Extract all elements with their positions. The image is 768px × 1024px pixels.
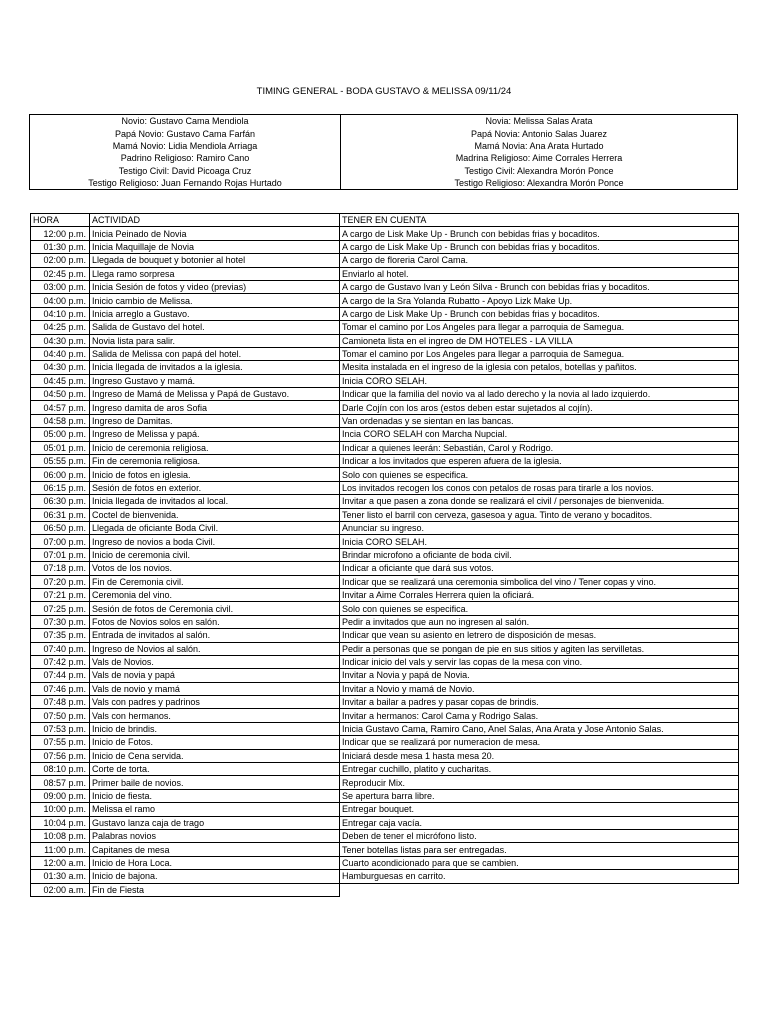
actividad-cell: Entrada de invitados al salón. xyxy=(90,629,340,642)
table-row xyxy=(31,361,739,374)
party-novio-cell: Testigo Civil: David Picoaga Cruz xyxy=(30,165,341,177)
hora-cell: 06:30 p.m. xyxy=(31,495,90,508)
table-row xyxy=(31,548,739,561)
notas-cell: Entregar caja vacía. xyxy=(340,816,739,829)
hora-cell: 06:15 p.m. xyxy=(31,481,90,494)
hora-cell: 11:00 p.m. xyxy=(31,843,90,856)
actividad-cell: Fin de Ceremonia civil. xyxy=(90,575,340,588)
actividad-cell: Ingreso de Novios al salón. xyxy=(90,642,340,655)
actividad-cell: Inicia llegada de invitados a la iglesia. xyxy=(90,361,340,374)
table-row xyxy=(31,749,739,762)
actividad-cell: Inicia llegada de invitados al local. xyxy=(90,495,340,508)
hora-cell: 07:21 p.m. xyxy=(31,588,90,601)
actividad-cell: Sesión de fotos de Ceremonia civil. xyxy=(90,602,340,615)
notas-cell: Reproducir Mix. xyxy=(340,776,739,789)
hora-cell: 07:48 p.m. xyxy=(31,696,90,709)
actividad-cell: Vals con padres y padrinos xyxy=(90,696,340,709)
notas-cell: Hamburguesas en carrito. xyxy=(340,870,739,883)
notas-cell: Inicia CORO SELAH. xyxy=(340,374,739,387)
actividad-cell: Ingreso damita de aros Sofia xyxy=(90,401,340,414)
hora-cell: 03:00 p.m. xyxy=(31,280,90,293)
wedding-party-table xyxy=(29,114,738,190)
notas-cell: A cargo de floreria Carol Cama. xyxy=(340,254,739,267)
table-row xyxy=(31,615,739,628)
actividad-cell: Vals de Novios. xyxy=(90,655,340,668)
timing-table xyxy=(30,213,739,897)
hora-cell: 02:00 p.m. xyxy=(31,254,90,267)
hora-cell: 07:40 p.m. xyxy=(31,642,90,655)
hora-cell: 04:50 p.m. xyxy=(31,388,90,401)
table-row xyxy=(31,455,739,468)
notas-cell: A cargo de Lisk Make Up - Brunch con bebidas frias y bocaditos. xyxy=(340,240,739,253)
hora-cell: 05:00 p.m. xyxy=(31,428,90,441)
notas-cell: Van ordenadas y se sientan en las bancas. xyxy=(340,414,739,427)
table-row xyxy=(31,388,739,401)
party-row xyxy=(30,140,738,152)
actividad-cell: Primer baile de novios. xyxy=(90,776,340,789)
actividad-cell: Vals de novia y papá xyxy=(90,669,340,682)
notas-cell xyxy=(340,883,739,896)
actividad-cell: Palabras novios xyxy=(90,829,340,842)
actividad-cell: Inicio de fotos en iglesia. xyxy=(90,468,340,481)
party-row xyxy=(30,115,738,128)
actividad-cell: Salida de Melissa con papá del hotel. xyxy=(90,347,340,360)
actividad-cell: Llegada de bouquet y botonier al hotel xyxy=(90,254,340,267)
notas-cell: Brindar microfono a oficiante de boda civil. xyxy=(340,548,739,561)
party-novio-cell: Mamá Novio: Lidia Mendiola Arriaga xyxy=(30,140,341,152)
hora-cell: 02:45 p.m. xyxy=(31,267,90,280)
table-row xyxy=(31,843,739,856)
table-row xyxy=(31,321,739,334)
actividad-cell: Fin de ceremonia religiosa. xyxy=(90,455,340,468)
header-tener-en-cuenta: TENER EN CUENTA xyxy=(340,214,739,227)
table-row xyxy=(31,401,739,414)
hora-cell: 07:01 p.m. xyxy=(31,548,90,561)
hora-cell: 07:30 p.m. xyxy=(31,615,90,628)
party-novia-cell: Papá Novia: Antonio Salas Juarez xyxy=(341,127,738,139)
actividad-cell: Ingreso de Mamá de Melissa y Papá de Gustavo. xyxy=(90,388,340,401)
notas-cell: Se apertura barra libre. xyxy=(340,789,739,802)
notas-cell: Invitar a Aime Corrales Herrera quien la oficiará. xyxy=(340,588,739,601)
header-hora: HORA xyxy=(31,214,90,227)
notas-cell: Deben de tener el micrófono listo. xyxy=(340,829,739,842)
hora-cell: 07:35 p.m. xyxy=(31,629,90,642)
table-row xyxy=(31,856,739,869)
notas-cell: Incia CORO SELAH con Marcha Nupcial. xyxy=(340,428,739,441)
hora-cell: 07:20 p.m. xyxy=(31,575,90,588)
notas-cell: Indicar a los invitados que esperen afuera de la iglesia. xyxy=(340,455,739,468)
actividad-cell: Inicio cambio de Melissa. xyxy=(90,294,340,307)
party-novia-cell: Novia: Melissa Salas Arata xyxy=(341,115,738,128)
hora-cell: 10:04 p.m. xyxy=(31,816,90,829)
hora-cell: 09:00 p.m. xyxy=(31,789,90,802)
notas-cell: Indicar inicio del vals y servir las copas de la mesa con vino. xyxy=(340,655,739,668)
notas-cell: Iniciará desde mesa 1 hasta mesa 20. xyxy=(340,749,739,762)
party-novia-cell: Testigo Civil: Alexandra Morón Ponce xyxy=(341,165,738,177)
table-row xyxy=(31,776,739,789)
notas-cell: Inicia Gustavo Cama, Ramiro Cano, Anel Salas, Ana Arata y Jose Antonio Salas. xyxy=(340,722,739,735)
table-row xyxy=(31,709,739,722)
hora-cell: 07:53 p.m. xyxy=(31,722,90,735)
hora-cell: 08:10 p.m. xyxy=(31,763,90,776)
notas-cell: Invitar a Novio y mamá de Novio. xyxy=(340,682,739,695)
table-row xyxy=(31,789,739,802)
party-novia-cell: Madrina Religioso: Aime Corrales Herrera xyxy=(341,152,738,164)
actividad-cell: Inicia arreglo a Gustavo. xyxy=(90,307,340,320)
notas-cell: Solo con quienes se especifica. xyxy=(340,602,739,615)
table-row xyxy=(31,696,739,709)
hora-cell: 07:56 p.m. xyxy=(31,749,90,762)
actividad-cell: Inicio de ceremonia civil. xyxy=(90,548,340,561)
notas-cell: Camioneta lista en el ingreo de DM HOTELES - LA VILLA xyxy=(340,334,739,347)
timing-header-row xyxy=(31,214,739,227)
notas-cell: Los invitados recogen los conos con petalos de rosas para tirarle a los novios. xyxy=(340,481,739,494)
table-row xyxy=(31,883,739,896)
actividad-cell: Vals de novio y mamá xyxy=(90,682,340,695)
hora-cell: 01:30 p.m. xyxy=(31,240,90,253)
table-row xyxy=(31,816,739,829)
notas-cell: Invitar a bailar a padres y pasar copas de brindis. xyxy=(340,696,739,709)
actividad-cell: Salida de Gustavo del hotel. xyxy=(90,321,340,334)
actividad-cell: Ingreso de Damitas. xyxy=(90,414,340,427)
hora-cell: 10:08 p.m. xyxy=(31,829,90,842)
actividad-cell: Fotos de Novios solos en salón. xyxy=(90,615,340,628)
hora-cell: 02:00 a.m. xyxy=(31,883,90,896)
party-novia-cell: Mamá Novia: Ana Arata Hurtado xyxy=(341,140,738,152)
hora-cell: 06:50 p.m. xyxy=(31,521,90,534)
table-row xyxy=(31,602,739,615)
notas-cell: Darle Cojín con los aros (estos deben estar sujetados al cojín). xyxy=(340,401,739,414)
notas-cell: Enviarlo al hotel. xyxy=(340,267,739,280)
table-row xyxy=(31,870,739,883)
hora-cell: 12:00 p.m. xyxy=(31,227,90,240)
table-row xyxy=(31,347,739,360)
hora-cell: 04:57 p.m. xyxy=(31,401,90,414)
notas-cell: Pedir a invitados que aun no ingresen al salón. xyxy=(340,615,739,628)
table-row xyxy=(31,374,739,387)
table-row xyxy=(31,629,739,642)
notas-cell: Indicar que se realizará por numeracion de mesa. xyxy=(340,736,739,749)
table-row xyxy=(31,736,739,749)
notas-cell: Invitar a hermanos: Carol Cama y Rodrigo Salas. xyxy=(340,709,739,722)
actividad-cell: Capitanes de mesa xyxy=(90,843,340,856)
table-row xyxy=(31,535,739,548)
hora-cell: 07:50 p.m. xyxy=(31,709,90,722)
table-row xyxy=(31,669,739,682)
actividad-cell: Ingreso de novios a boda Civil. xyxy=(90,535,340,548)
actividad-cell: Ingreso Gustavo y mamá. xyxy=(90,374,340,387)
hora-cell: 12:00 a.m. xyxy=(31,856,90,869)
actividad-cell: Inicio de fiesta. xyxy=(90,789,340,802)
table-row xyxy=(31,642,739,655)
notas-cell: Tomar el camino por Los Angeles para llegar a parroquia de Samegua. xyxy=(340,347,739,360)
table-row xyxy=(31,481,739,494)
party-row xyxy=(30,177,738,190)
notas-cell: Indicar a oficiante que dará sus votos. xyxy=(340,562,739,575)
actividad-cell: Votos de los novios. xyxy=(90,562,340,575)
actividad-cell: Ingreso de Melissa y papá. xyxy=(90,428,340,441)
notas-cell: Indicar que la familia del novio va al lado derecho y la novia al lado izquierdo. xyxy=(340,388,739,401)
hora-cell: 10:00 p.m. xyxy=(31,803,90,816)
actividad-cell: Llegada de oficiante Boda Civil. xyxy=(90,521,340,534)
hora-cell: 04:25 p.m. xyxy=(31,321,90,334)
notas-cell: Cuarto acondicionado para que se cambien. xyxy=(340,856,739,869)
hora-cell: 01:30 a.m. xyxy=(31,870,90,883)
table-row xyxy=(31,521,739,534)
actividad-cell: Coctel de bienvenida. xyxy=(90,508,340,521)
table-row xyxy=(31,240,739,253)
hora-cell: 06:00 p.m. xyxy=(31,468,90,481)
actividad-cell: Vals con hermanos. xyxy=(90,709,340,722)
notas-cell: A cargo de Gustavo Ivan y León Silva - Brunch con bebidas frias y bocaditos. xyxy=(340,280,739,293)
hora-cell: 04:40 p.m. xyxy=(31,347,90,360)
hora-cell: 04:45 p.m. xyxy=(31,374,90,387)
actividad-cell: Gustavo lanza caja de trago xyxy=(90,816,340,829)
hora-cell: 07:00 p.m. xyxy=(31,535,90,548)
party-novio-cell: Padrino Religioso: Ramiro Cano xyxy=(30,152,341,164)
actividad-cell: Inicio de Hora Loca. xyxy=(90,856,340,869)
actividad-cell: Inicio de Fotos. xyxy=(90,736,340,749)
party-novia-cell: Testigo Religioso: Alexandra Morón Ponce xyxy=(341,177,738,190)
actividad-cell: Corte de torta. xyxy=(90,763,340,776)
hora-cell: 04:30 p.m. xyxy=(31,334,90,347)
table-row xyxy=(31,562,739,575)
hora-cell: 05:01 p.m. xyxy=(31,441,90,454)
party-row xyxy=(30,165,738,177)
notas-cell: Indicar a quienes leerán: Sebastián, Carol y Rodrigo. xyxy=(340,441,739,454)
party-novio-cell: Testigo Religioso: Juan Fernando Rojas Hurtado xyxy=(30,177,341,190)
header-actividad: ACTIVIDAD xyxy=(90,214,340,227)
notas-cell: Invitar a que pasen a zona donde se realizará el civil / personajes de bienvenida. xyxy=(340,495,739,508)
hora-cell: 04:10 p.m. xyxy=(31,307,90,320)
hora-cell: 07:42 p.m. xyxy=(31,655,90,668)
actividad-cell: Ceremonia del vino. xyxy=(90,588,340,601)
table-row xyxy=(31,254,739,267)
hora-cell: 04:30 p.m. xyxy=(31,361,90,374)
table-row xyxy=(31,227,739,240)
actividad-cell: Melissa el ramo xyxy=(90,803,340,816)
actividad-cell: Fin de Fiesta xyxy=(90,883,340,896)
table-row xyxy=(31,575,739,588)
notas-cell: A cargo de Lisk Make Up - Brunch con bebidas frias y bocaditos. xyxy=(340,307,739,320)
actividad-cell: Novia lista para salir. xyxy=(90,334,340,347)
hora-cell: 07:25 p.m. xyxy=(31,602,90,615)
actividad-cell: Inicia Peinado de Novia xyxy=(90,227,340,240)
hora-cell: 07:55 p.m. xyxy=(31,736,90,749)
party-novio-cell: Novio: Gustavo Cama Mendiola xyxy=(30,115,341,128)
hora-cell: 07:44 p.m. xyxy=(31,669,90,682)
table-row xyxy=(31,763,739,776)
table-row xyxy=(31,655,739,668)
party-row xyxy=(30,152,738,164)
notas-cell: Entregar bouquet. xyxy=(340,803,739,816)
table-row xyxy=(31,428,739,441)
notas-cell: Tener botellas listas para ser entregadas. xyxy=(340,843,739,856)
table-row xyxy=(31,280,739,293)
table-row xyxy=(31,414,739,427)
party-row xyxy=(30,127,738,139)
notas-cell: Pedir a personas que se pongan de pie en sus sitios y agiten las servilletas. xyxy=(340,642,739,655)
notas-cell: Tomar el camino por Los Angeles para llegar a parroquia de Samegua. xyxy=(340,321,739,334)
notas-cell: Tener listo el barril con cerveza, gasesoa y agua. Tinto de verano y bocaditos. xyxy=(340,508,739,521)
table-row xyxy=(31,294,739,307)
table-row xyxy=(31,803,739,816)
table-row xyxy=(31,334,739,347)
actividad-cell: Inicia Sesión de fotos y video (previas) xyxy=(90,280,340,293)
actividad-cell: Inicio de bajona. xyxy=(90,870,340,883)
notas-cell: Inicia CORO SELAH. xyxy=(340,535,739,548)
notas-cell: Anunciar su ingreso. xyxy=(340,521,739,534)
notas-cell: Mesita instalada en el ingreso de la iglesia con petalos, botellas y pañitos. xyxy=(340,361,739,374)
table-row xyxy=(31,495,739,508)
table-row xyxy=(31,682,739,695)
actividad-cell: Inicio de ceremonia religiosa. xyxy=(90,441,340,454)
table-row xyxy=(31,588,739,601)
actividad-cell: Sesión de fotos en exterior. xyxy=(90,481,340,494)
actividad-cell: Llega ramo sorpresa xyxy=(90,267,340,280)
table-row xyxy=(31,441,739,454)
hora-cell: 06:31 p.m. xyxy=(31,508,90,521)
hora-cell: 04:58 p.m. xyxy=(31,414,90,427)
table-row xyxy=(31,508,739,521)
table-row xyxy=(31,307,739,320)
actividad-cell: Inicia Maquillaje de Novia xyxy=(90,240,340,253)
hora-cell: 05:55 p.m. xyxy=(31,455,90,468)
page-title: TIMING GENERAL - BODA GUSTAVO & MELISSA 09/11/24 xyxy=(256,86,512,97)
notas-cell: Entregar cuchillo, platito y cucharitas. xyxy=(340,763,739,776)
notas-cell: Indicar que se realizará una ceremonia simbolica del vino / Tener copas y vino. xyxy=(340,575,739,588)
party-novio-cell: Papá Novio: Gustavo Cama Farfán xyxy=(30,127,341,139)
notas-cell: Indicar que vean su asiento en letrero de disposición de mesas. xyxy=(340,629,739,642)
actividad-cell: Inicio de brindis. xyxy=(90,722,340,735)
table-row xyxy=(31,829,739,842)
hora-cell: 04:00 p.m. xyxy=(31,294,90,307)
hora-cell: 07:18 p.m. xyxy=(31,562,90,575)
actividad-cell: Inicio de Cena servida. xyxy=(90,749,340,762)
notas-cell: Solo con quienes se especifica. xyxy=(340,468,739,481)
hora-cell: 07:46 p.m. xyxy=(31,682,90,695)
notas-cell: A cargo de la Sra Yolanda Rubatto - Apoyo Lizk Make Up. xyxy=(340,294,739,307)
hora-cell: 08:57 p.m. xyxy=(31,776,90,789)
notas-cell: A cargo de Lisk Make Up - Brunch con bebidas frias y bocaditos. xyxy=(340,227,739,240)
table-row xyxy=(31,468,739,481)
notas-cell: Invitar a Novia y papá de Novia. xyxy=(340,669,739,682)
table-row xyxy=(31,722,739,735)
table-row xyxy=(31,267,739,280)
